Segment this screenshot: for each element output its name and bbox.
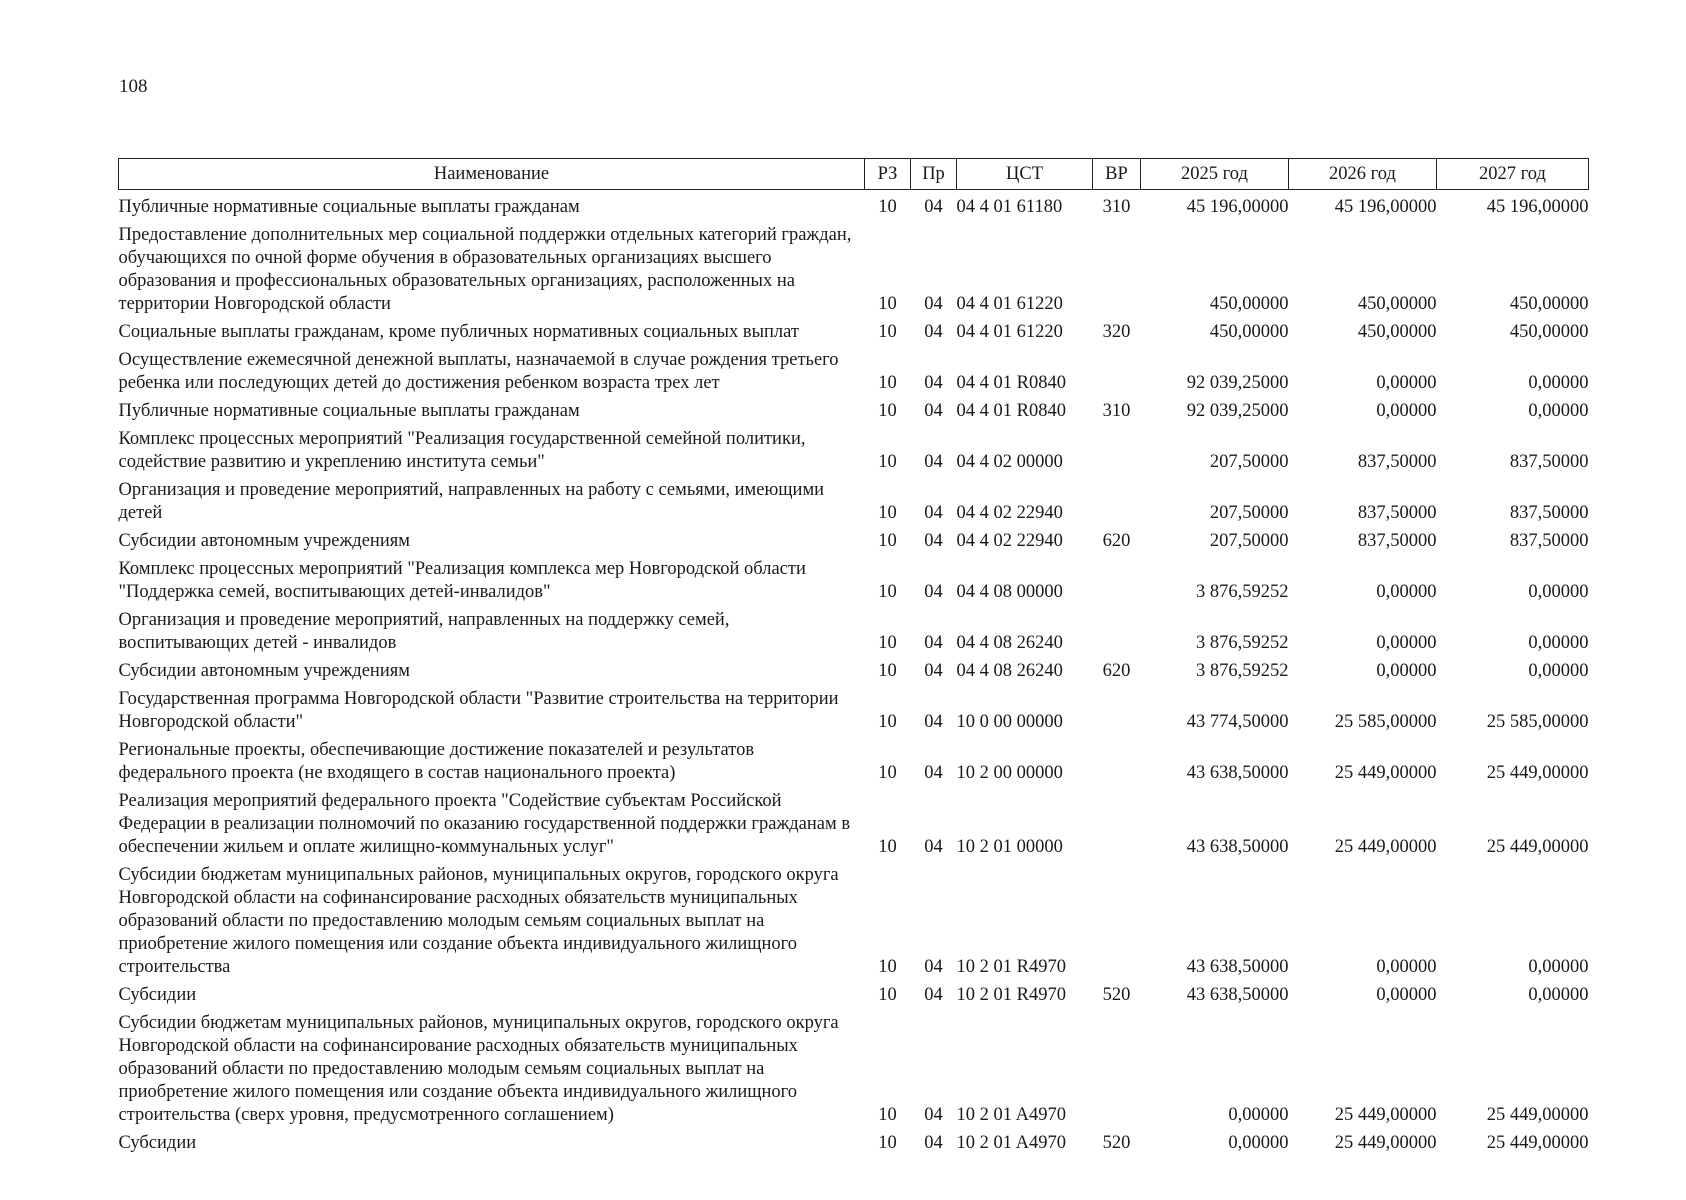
row-name: Субсидии бюджетам муниципальных районов, муниципальных округов, городского округа Новгородской области на софинансирование расходных обязательств муниципальных образований области по предоставлению молодым семьям социальных выплат на приобретение жилого помещения или создание объекта индивидуального жилищного строительства [118,865,839,977]
row-vr: 520 [1102,1133,1131,1153]
row-2027: 25 585,00000 [1486,712,1589,732]
row-2026: 837,50000 [1357,531,1437,551]
row-cst: 04 4 01 R0840 [956,401,1066,421]
row-vr [1093,788,1141,862]
row-name: Комплекс процессных мероприятий "Реализация комплекса мер Новгородской области "Поддержка семей, воспитывающих детей-инвалидов" [118,559,806,602]
table-row [119,788,1589,862]
row-2027: 45 196,00000 [1486,197,1589,217]
row-name: Публичные нормативные социальные выплаты гражданам [118,197,580,217]
row-cst: 10 2 01 R4970 [956,985,1066,1005]
row-pr: 04 [924,401,943,421]
row-cst: 04 4 01 61220 [956,294,1063,314]
row-2026: 25 449,00000 [1334,837,1437,857]
row-2025: 3 876,59252 [1196,661,1289,681]
row-name: Социальные выплаты гражданам, кроме публичных нормативных социальных выплат [118,322,799,342]
row-2025: 43 774,50000 [1186,712,1289,732]
header-rz: РЗ [865,159,911,190]
row-cst: 04 4 08 00000 [956,582,1063,602]
row-rz: 10 [878,1133,897,1153]
table-row [119,190,1589,223]
table-row [119,737,1589,788]
row-2027: 0,00000 [1528,373,1589,393]
row-2027: 450,00000 [1509,322,1589,342]
row-cst: 10 2 01 R4970 [956,957,1066,977]
row-rz: 10 [878,197,897,217]
header-2025: 2025 год [1141,159,1289,190]
row-rz: 10 [878,985,897,1005]
row-2025: 207,50000 [1209,452,1289,472]
row-2026: 837,50000 [1357,503,1437,523]
table-row [119,528,1589,556]
row-2026: 0,00000 [1376,985,1437,1005]
row-2027: 450,00000 [1509,294,1589,314]
header-2026: 2026 год [1289,159,1437,190]
row-name: Субсидии [118,985,197,1005]
row-2027: 0,00000 [1528,661,1589,681]
row-rz: 10 [878,294,897,314]
header-pr: Пр [911,159,957,190]
table-row [119,658,1589,686]
row-pr: 04 [924,1133,943,1153]
row-vr [1093,737,1141,788]
row-name: Субсидии бюджетам муниципальных районов, муниципальных округов, городского округа Новгородской области на софинансирование расходных обязательств муниципальных образований области по предоставлению молодым семьям социальных выплат на приобретение жилого помещения или создание объекта индивидуального жилищного строительства (сверх уровня, предусмотренного соглашением) [118,1013,839,1125]
row-2027: 25 449,00000 [1486,1133,1589,1153]
row-2025: 3 876,59252 [1196,582,1289,602]
row-rz: 10 [878,661,897,681]
row-pr: 04 [924,373,943,393]
row-name: Публичные нормативные социальные выплаты гражданам [118,401,580,421]
row-vr [1093,347,1141,398]
row-2025: 3 876,59252 [1196,633,1289,653]
row-2025: 207,50000 [1209,531,1289,551]
row-2027: 25 449,00000 [1486,837,1589,857]
row-name: Региональные проекты, обеспечивающие достижение показателей и результатов федерального проекта (не входящего в состав национального проекта) [118,740,755,783]
table-row [119,686,1589,737]
row-rz: 10 [878,401,897,421]
table-row [119,222,1589,319]
row-cst: 04 4 02 22940 [956,531,1063,551]
table-body [119,190,1589,1159]
header-2027: 2027 год [1437,159,1589,190]
row-vr [1093,862,1141,982]
header-cst: ЦСТ [957,159,1093,190]
row-name: Субсидии автономным учреждениям [118,661,410,681]
row-cst: 10 2 01 A4970 [956,1133,1066,1153]
row-name: Субсидии автономным учреждениям [118,531,410,551]
row-2025: 92 039,25000 [1186,401,1289,421]
row-vr: 520 [1102,985,1131,1005]
table-row [119,982,1589,1010]
row-rz: 10 [878,1105,897,1125]
row-rz: 10 [878,373,897,393]
row-2027: 0,00000 [1528,957,1589,977]
page-number: 108 [119,76,148,97]
row-vr [1093,426,1141,477]
row-2026: 837,50000 [1357,452,1437,472]
row-pr: 04 [924,452,943,472]
row-name: Организация и проведение мероприятий, направленных на работу с семьями, имеющими детей [118,480,825,523]
row-pr: 04 [924,531,943,551]
row-rz: 10 [878,582,897,602]
header-name: Наименование [119,159,865,190]
row-2027: 0,00000 [1528,582,1589,602]
row-vr [1093,607,1141,658]
row-rz: 10 [878,712,897,732]
row-cst: 10 2 01 A4970 [956,1105,1066,1125]
row-cst: 04 4 08 26240 [956,633,1063,653]
row-vr [1093,686,1141,737]
row-name: Реализация мероприятий федерального проекта "Содействие субъектам Российской Федерации в реализации полномочий по оказанию государственной поддержки гражданам в обеспечении жильем и оплате жилищно-коммунальных услуг" [118,791,851,857]
row-rz: 10 [878,503,897,523]
row-cst: 04 4 01 61180 [956,197,1063,217]
table-row [119,426,1589,477]
row-name: Осуществление ежемесячной денежной выплаты, назначаемой в случае рождения третьего ребенка или последующих детей до достижения ребенком возраста трех лет [118,350,839,393]
row-2027: 25 449,00000 [1486,1105,1589,1125]
row-pr: 04 [924,503,943,523]
row-2025: 92 039,25000 [1186,373,1289,393]
row-vr: 620 [1102,661,1131,681]
row-rz: 10 [878,452,897,472]
row-pr: 04 [924,957,943,977]
row-pr: 04 [924,294,943,314]
table-header-row [119,159,1589,190]
row-2026: 0,00000 [1376,661,1437,681]
row-name: Субсидии [118,1133,197,1153]
row-2026: 0,00000 [1376,373,1437,393]
table-row [119,398,1589,426]
row-name: Организация и проведение мероприятий, направленных на поддержку семей, воспитывающих детей - инвалидов [118,610,730,653]
row-vr [1093,1010,1141,1130]
row-2026: 25 449,00000 [1334,763,1437,783]
row-vr: 320 [1102,322,1131,342]
row-2025: 45 196,00000 [1186,197,1289,217]
row-cst: 04 4 02 22940 [956,503,1063,523]
table-row [119,347,1589,398]
row-cst: 04 4 02 00000 [956,452,1063,472]
row-cst: 10 2 00 00000 [956,763,1063,783]
row-2027: 25 449,00000 [1486,763,1589,783]
row-2026: 25 585,00000 [1334,712,1437,732]
row-rz: 10 [878,633,897,653]
row-pr: 04 [924,661,943,681]
row-vr [1093,556,1141,607]
row-rz: 10 [878,322,897,342]
row-cst: 10 2 01 00000 [956,837,1063,857]
row-2025: 0,00000 [1228,1133,1289,1153]
row-2026: 450,00000 [1357,294,1437,314]
row-cst: 04 4 08 26240 [956,661,1063,681]
row-name: Предоставление дополнительных мер социальной поддержки отдельных категорий граждан, обучающихся по очной форме обучения в образовательных организациях высшего образования и профессиональных образовательных организациях, расположенных на территории Новгородской области [118,225,852,314]
header-vr: ВР [1093,159,1141,190]
row-2027: 837,50000 [1509,503,1589,523]
row-2025: 43 638,50000 [1186,985,1289,1005]
row-2027: 0,00000 [1528,401,1589,421]
row-pr: 04 [924,322,943,342]
budget-table [118,158,1589,1158]
row-pr: 04 [924,985,943,1005]
table-row [119,477,1589,528]
row-vr: 310 [1102,401,1131,421]
row-2027: 837,50000 [1509,531,1589,551]
row-cst: 04 4 01 61220 [956,322,1063,342]
row-2026: 25 449,00000 [1334,1105,1437,1125]
row-2025: 450,00000 [1209,322,1289,342]
row-2027: 0,00000 [1528,985,1589,1005]
row-vr: 620 [1102,531,1131,551]
row-pr: 04 [924,712,943,732]
row-2026: 450,00000 [1357,322,1437,342]
row-2025: 43 638,50000 [1186,763,1289,783]
table-row [119,607,1589,658]
row-pr: 04 [924,1105,943,1125]
row-pr: 04 [924,837,943,857]
row-cst: 10 0 00 00000 [956,712,1063,732]
row-rz: 10 [878,837,897,857]
row-2027: 837,50000 [1509,452,1589,472]
row-2025: 450,00000 [1209,294,1289,314]
row-rz: 10 [878,763,897,783]
row-2027: 0,00000 [1528,633,1589,653]
row-2025: 43 638,50000 [1186,957,1289,977]
row-2026: 25 449,00000 [1334,1133,1437,1153]
row-2025: 43 638,50000 [1186,837,1289,857]
row-2025: 0,00000 [1228,1105,1289,1125]
table-row [119,1010,1589,1130]
table-row [119,319,1589,347]
table-row [119,556,1589,607]
row-2026: 0,00000 [1376,633,1437,653]
row-2026: 45 196,00000 [1334,197,1437,217]
row-vr: 310 [1102,197,1131,217]
row-2026: 0,00000 [1376,582,1437,602]
row-name: Комплекс процессных мероприятий "Реализация государственной семейной политики, содействие развитию и укреплению института семьи" [118,429,806,472]
row-cst: 04 4 01 R0840 [956,373,1066,393]
row-rz: 10 [878,957,897,977]
row-2026: 0,00000 [1376,401,1437,421]
row-rz: 10 [878,531,897,551]
row-pr: 04 [924,763,943,783]
row-vr [1093,477,1141,528]
row-pr: 04 [924,633,943,653]
row-vr [1093,222,1141,319]
row-pr: 04 [924,197,943,217]
table-row [119,1130,1589,1158]
row-2025: 207,50000 [1209,503,1289,523]
row-name: Государственная программа Новгородской области "Развитие строительства на территории Новгородской области" [118,689,839,732]
row-pr: 04 [924,582,943,602]
table-row [119,862,1589,982]
row-2026: 0,00000 [1376,957,1437,977]
